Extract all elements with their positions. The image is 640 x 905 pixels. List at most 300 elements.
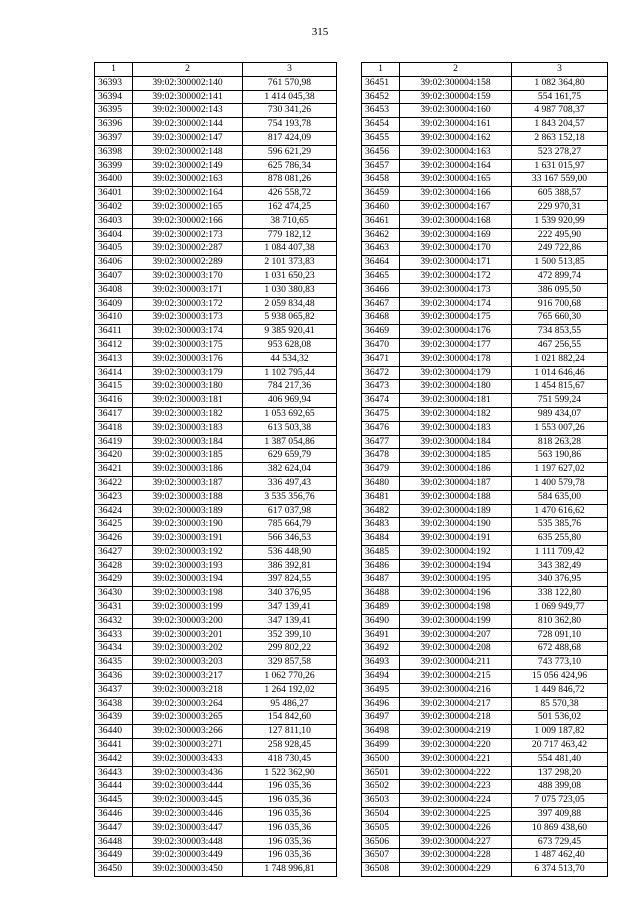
value-cell: 765 660,30 [512, 311, 608, 325]
cadastral-number-cell: 39:02:300004:195 [400, 573, 512, 587]
row-number-cell: 36478 [362, 449, 400, 463]
table-row [362, 614, 608, 628]
table-row [362, 725, 608, 739]
row-number-cell: 36486 [362, 559, 400, 573]
cadastral-number-cell: 39:02:300004:211 [400, 656, 512, 670]
value-cell: 635 255,80 [512, 532, 608, 546]
value-cell: 382 624,04 [243, 463, 337, 477]
table-row [362, 518, 608, 532]
value-cell: 196 035,36 [243, 794, 337, 808]
value-cell: 85 570,38 [512, 697, 608, 711]
value-cell: 15 056 424,96 [512, 670, 608, 684]
value-cell: 352 399,10 [243, 628, 337, 642]
row-number-cell: 36498 [362, 725, 400, 739]
cadastral-number-cell: 39:02:300003:170 [133, 269, 243, 283]
row-number-cell: 36416 [95, 394, 133, 408]
value-cell: 1 009 187,82 [512, 725, 608, 739]
value-cell: 467 256,55 [512, 338, 608, 352]
table-row [95, 118, 337, 132]
table-row [362, 104, 608, 118]
value-cell: 728 091,10 [512, 628, 608, 642]
cadastral-number-cell: 39:02:300004:167 [400, 200, 512, 214]
cadastral-number-cell: 39:02:300003:185 [133, 449, 243, 463]
row-number-cell: 36404 [95, 228, 133, 242]
cadastral-number-cell: 39:02:300004:166 [400, 187, 512, 201]
value-cell: 1 454 815,67 [512, 380, 608, 394]
value-cell: 2 863 152,18 [512, 131, 608, 145]
cadastral-number-cell: 39:02:300003:180 [133, 380, 243, 394]
table-row [95, 532, 337, 546]
table-header-row [362, 63, 608, 77]
table-row [95, 187, 337, 201]
cadastral-number-cell: 39:02:300004:189 [400, 504, 512, 518]
cadastral-number-cell: 39:02:300003:201 [133, 628, 243, 642]
value-cell: 818 263,28 [512, 435, 608, 449]
table-row [362, 463, 608, 477]
cadastral-number-cell: 39:02:300002:164 [133, 187, 243, 201]
table-header-row [95, 63, 337, 77]
value-cell: 625 786,34 [243, 159, 337, 173]
cadastral-number-cell: 39:02:300003:192 [133, 545, 243, 559]
row-number-cell: 36476 [362, 421, 400, 435]
cadastral-number-cell: 39:02:300004:179 [400, 366, 512, 380]
cadastral-number-cell: 39:02:300003:202 [133, 642, 243, 656]
row-number-cell: 36427 [95, 545, 133, 559]
cadastral-number-cell: 39:02:300004:217 [400, 697, 512, 711]
cadastral-number-cell: 39:02:300002:166 [133, 214, 243, 228]
row-number-cell: 36415 [95, 380, 133, 394]
value-cell: 386 392,81 [243, 559, 337, 573]
cadastral-number-cell: 39:02:300003:187 [133, 476, 243, 490]
value-cell: 406 969,94 [243, 394, 337, 408]
row-number-cell: 36424 [95, 504, 133, 518]
row-number-cell: 36482 [362, 504, 400, 518]
row-number-cell: 36469 [362, 325, 400, 339]
value-cell: 730 341,26 [243, 104, 337, 118]
cadastral-number-cell: 39:02:300004:215 [400, 670, 512, 684]
row-number-cell: 36420 [95, 449, 133, 463]
value-cell: 1 084 407,38 [243, 242, 337, 256]
value-cell: 535 385,76 [512, 518, 608, 532]
table-row [362, 504, 608, 518]
value-cell: 20 717 463,42 [512, 739, 608, 753]
row-number-cell: 36419 [95, 435, 133, 449]
value-cell: 1 400 579,78 [512, 476, 608, 490]
value-cell: 340 376,95 [243, 587, 337, 601]
cadastral-number-cell: 39:02:300004:164 [400, 159, 512, 173]
row-number-cell: 36484 [362, 532, 400, 546]
cadastral-number-cell: 39:02:300004:168 [400, 214, 512, 228]
cadastral-number-cell: 39:02:300004:187 [400, 476, 512, 490]
table-row [362, 228, 608, 242]
cadastral-number-cell: 39:02:300003:450 [133, 863, 243, 877]
cadastral-number-cell: 39:02:300003:193 [133, 559, 243, 573]
row-number-cell: 36493 [362, 656, 400, 670]
value-cell: 785 664,79 [243, 518, 337, 532]
column-header-1: 1 [362, 63, 400, 77]
value-cell: 1 111 709,42 [512, 545, 608, 559]
value-cell: 554 161,75 [512, 90, 608, 104]
value-cell: 299 802,22 [243, 642, 337, 656]
row-number-cell: 36500 [362, 752, 400, 766]
cadastral-number-cell: 39:02:300003:449 [133, 849, 243, 863]
row-number-cell: 36465 [362, 269, 400, 283]
table-row [95, 173, 337, 187]
table-row [95, 794, 337, 808]
row-number-cell: 36463 [362, 242, 400, 256]
row-number-cell: 36472 [362, 366, 400, 380]
cadastral-number-cell: 39:02:300003:198 [133, 587, 243, 601]
value-cell: 1 449 846,72 [512, 683, 608, 697]
table-row [95, 670, 337, 684]
row-number-cell: 36437 [95, 683, 133, 697]
table-row [95, 642, 337, 656]
row-number-cell: 36450 [95, 863, 133, 877]
table-row [95, 711, 337, 725]
row-number-cell: 36489 [362, 601, 400, 615]
value-cell: 2 059 834,48 [243, 297, 337, 311]
cadastral-number-cell: 39:02:300004:160 [400, 104, 512, 118]
value-cell: 563 190,86 [512, 449, 608, 463]
table-row [362, 90, 608, 104]
table-row [95, 490, 337, 504]
row-number-cell: 36402 [95, 200, 133, 214]
value-cell: 196 035,36 [243, 821, 337, 835]
value-cell: 1 539 920,99 [512, 214, 608, 228]
row-number-cell: 36503 [362, 794, 400, 808]
table-row [362, 752, 608, 766]
table-row [95, 752, 337, 766]
row-number-cell: 36462 [362, 228, 400, 242]
cadastral-number-cell: 39:02:300002:173 [133, 228, 243, 242]
value-cell: 953 628,08 [243, 338, 337, 352]
table-row [95, 463, 337, 477]
row-number-cell: 36449 [95, 849, 133, 863]
table-row [362, 173, 608, 187]
cadastral-number-cell: 39:02:300002:141 [133, 90, 243, 104]
row-number-cell: 36405 [95, 242, 133, 256]
cadastral-number-cell: 39:02:300004:227 [400, 835, 512, 849]
table-row [362, 559, 608, 573]
row-number-cell: 36464 [362, 256, 400, 270]
row-number-cell: 36399 [95, 159, 133, 173]
value-cell: 989 434,07 [512, 407, 608, 421]
row-number-cell: 36451 [362, 76, 400, 90]
cadastral-number-cell: 39:02:300003:448 [133, 835, 243, 849]
table-row [362, 435, 608, 449]
cadastral-number-cell: 39:02:300003:446 [133, 808, 243, 822]
row-number-cell: 36490 [362, 614, 400, 628]
row-number-cell: 36436 [95, 670, 133, 684]
value-cell: 6 374 513,70 [512, 863, 608, 877]
value-cell: 343 382,49 [512, 559, 608, 573]
value-cell: 566 346,53 [243, 532, 337, 546]
table-row [95, 407, 337, 421]
row-number-cell: 36468 [362, 311, 400, 325]
value-cell: 617 037,98 [243, 504, 337, 518]
cadastral-number-cell: 39:02:300004:222 [400, 766, 512, 780]
row-number-cell: 36395 [95, 104, 133, 118]
row-number-cell: 36407 [95, 269, 133, 283]
cadastral-number-cell: 39:02:300004:186 [400, 463, 512, 477]
value-cell: 196 035,36 [243, 780, 337, 794]
cadastral-number-cell: 39:02:300003:181 [133, 394, 243, 408]
row-number-cell: 36441 [95, 739, 133, 753]
value-cell: 1 082 364,80 [512, 76, 608, 90]
table-row [362, 821, 608, 835]
value-cell: 222 495,90 [512, 228, 608, 242]
page-number: 315 [311, 26, 329, 38]
table-row [95, 725, 337, 739]
value-cell: 196 035,36 [243, 849, 337, 863]
row-number-cell: 36481 [362, 490, 400, 504]
cadastral-number-cell: 39:02:300004:192 [400, 545, 512, 559]
row-number-cell: 36439 [95, 711, 133, 725]
cadastral-number-cell: 39:02:300002:163 [133, 173, 243, 187]
table-row [95, 766, 337, 780]
row-number-cell: 36456 [362, 145, 400, 159]
value-cell: 1 197 627,02 [512, 463, 608, 477]
value-cell: 9 385 920,41 [243, 325, 337, 339]
cadastral-number-cell: 39:02:300004:180 [400, 380, 512, 394]
row-number-cell: 36421 [95, 463, 133, 477]
cadastral-number-cell: 39:02:300004:190 [400, 518, 512, 532]
cadastral-number-cell: 39:02:300004:216 [400, 683, 512, 697]
value-cell: 1 264 192,02 [243, 683, 337, 697]
value-cell: 397 409,88 [512, 808, 608, 822]
table-row [95, 338, 337, 352]
value-cell: 1 053 692,65 [243, 407, 337, 421]
table-row [362, 835, 608, 849]
cadastral-number-cell: 39:02:300003:188 [133, 490, 243, 504]
table-row [95, 283, 337, 297]
table-row [362, 808, 608, 822]
value-cell: 810 362,80 [512, 614, 608, 628]
row-number-cell: 36444 [95, 780, 133, 794]
table-row [95, 614, 337, 628]
value-cell: 673 729,45 [512, 835, 608, 849]
table-row [95, 145, 337, 159]
cadastral-number-cell: 39:02:300004:181 [400, 394, 512, 408]
value-cell: 878 081,26 [243, 173, 337, 187]
row-number-cell: 36487 [362, 573, 400, 587]
table-row [95, 849, 337, 863]
table-row [95, 476, 337, 490]
cadastral-number-cell: 39:02:300003:433 [133, 752, 243, 766]
row-number-cell: 36479 [362, 463, 400, 477]
row-number-cell: 36442 [95, 752, 133, 766]
table-row [95, 90, 337, 104]
cadastral-number-cell: 39:02:300003:199 [133, 601, 243, 615]
right-data-table [361, 62, 608, 877]
column-header-3: 3 [243, 63, 337, 77]
table-row [95, 380, 337, 394]
table-row [95, 808, 337, 822]
row-number-cell: 36475 [362, 407, 400, 421]
table-row [362, 145, 608, 159]
cadastral-number-cell: 39:02:300003:191 [133, 532, 243, 546]
table-row [362, 683, 608, 697]
row-number-cell: 36394 [95, 90, 133, 104]
cadastral-number-cell: 39:02:300004:191 [400, 532, 512, 546]
row-number-cell: 36400 [95, 173, 133, 187]
table-row [95, 394, 337, 408]
cadastral-number-cell: 39:02:300003:179 [133, 366, 243, 380]
table-row [95, 421, 337, 435]
cadastral-number-cell: 39:02:300004:161 [400, 118, 512, 132]
table-row [95, 821, 337, 835]
value-cell: 1 387 054,86 [243, 435, 337, 449]
value-cell: 1 843 204,57 [512, 118, 608, 132]
value-cell: 329 857,58 [243, 656, 337, 670]
row-number-cell: 36470 [362, 338, 400, 352]
row-number-cell: 36435 [95, 656, 133, 670]
row-number-cell: 36506 [362, 835, 400, 849]
row-number-cell: 36409 [95, 297, 133, 311]
cadastral-number-cell: 39:02:300004:208 [400, 642, 512, 656]
cadastral-number-cell: 39:02:300003:203 [133, 656, 243, 670]
cadastral-number-cell: 39:02:300003:175 [133, 338, 243, 352]
row-number-cell: 36461 [362, 214, 400, 228]
row-number-cell: 36491 [362, 628, 400, 642]
cadastral-number-cell: 39:02:300003:217 [133, 670, 243, 684]
row-number-cell: 36453 [362, 104, 400, 118]
value-cell: 1 414 045,38 [243, 90, 337, 104]
row-number-cell: 36412 [95, 338, 133, 352]
table-row [362, 656, 608, 670]
value-cell: 5 938 065,82 [243, 311, 337, 325]
row-number-cell: 36497 [362, 711, 400, 725]
row-number-cell: 36483 [362, 518, 400, 532]
value-cell: 523 278,27 [512, 145, 608, 159]
value-cell: 162 474,25 [243, 200, 337, 214]
table-row [95, 76, 337, 90]
row-number-cell: 36457 [362, 159, 400, 173]
cadastral-number-cell: 39:02:300003:447 [133, 821, 243, 835]
table-row [95, 697, 337, 711]
table-row [362, 118, 608, 132]
cadastral-number-cell: 39:02:300003:271 [133, 739, 243, 753]
table-row [362, 76, 608, 90]
cadastral-number-cell: 39:02:300004:170 [400, 242, 512, 256]
value-cell: 596 621,29 [243, 145, 337, 159]
cadastral-number-cell: 39:02:300004:221 [400, 752, 512, 766]
table-row [95, 683, 337, 697]
table-row [95, 780, 337, 794]
value-cell: 1 748 996,81 [243, 863, 337, 877]
cadastral-number-cell: 39:02:300003:176 [133, 352, 243, 366]
table-row [362, 711, 608, 725]
table-row [362, 297, 608, 311]
value-cell: 2 101 373,83 [243, 256, 337, 270]
cadastral-number-cell: 39:02:300004:178 [400, 352, 512, 366]
value-cell: 397 824,55 [243, 573, 337, 587]
table-row [362, 794, 608, 808]
cadastral-number-cell: 39:02:300004:183 [400, 421, 512, 435]
row-number-cell: 36429 [95, 573, 133, 587]
row-number-cell: 36454 [362, 118, 400, 132]
row-number-cell: 36502 [362, 780, 400, 794]
row-number-cell: 36455 [362, 131, 400, 145]
row-number-cell: 36438 [95, 697, 133, 711]
row-number-cell: 36504 [362, 808, 400, 822]
table-row [95, 518, 337, 532]
cadastral-number-cell: 39:02:300004:188 [400, 490, 512, 504]
value-cell: 426 558,72 [243, 187, 337, 201]
cadastral-number-cell: 39:02:300003:172 [133, 297, 243, 311]
cadastral-number-cell: 39:02:300003:186 [133, 463, 243, 477]
table-row [362, 532, 608, 546]
cadastral-number-cell: 39:02:300004:207 [400, 628, 512, 642]
value-cell: 340 376,95 [512, 573, 608, 587]
value-cell: 196 035,36 [243, 808, 337, 822]
table-row [95, 269, 337, 283]
cadastral-number-cell: 39:02:300003:184 [133, 435, 243, 449]
row-number-cell: 36431 [95, 601, 133, 615]
column-header-1: 1 [95, 63, 133, 77]
table-row [362, 187, 608, 201]
cadastral-number-cell: 39:02:300003:171 [133, 283, 243, 297]
table-row [362, 863, 608, 877]
value-cell: 10 869 438,60 [512, 821, 608, 835]
value-cell: 44 534,32 [243, 352, 337, 366]
row-number-cell: 36418 [95, 421, 133, 435]
table-row [362, 311, 608, 325]
row-number-cell: 36430 [95, 587, 133, 601]
row-number-cell: 36496 [362, 697, 400, 711]
table-row [95, 159, 337, 173]
cadastral-number-cell: 39:02:300003:445 [133, 794, 243, 808]
row-number-cell: 36411 [95, 325, 133, 339]
table-row [95, 863, 337, 877]
row-number-cell: 36458 [362, 173, 400, 187]
row-number-cell: 36495 [362, 683, 400, 697]
table-row [362, 269, 608, 283]
table-row [362, 366, 608, 380]
row-number-cell: 36428 [95, 559, 133, 573]
value-cell: 629 659,79 [243, 449, 337, 463]
row-number-cell: 36473 [362, 380, 400, 394]
table-row [362, 739, 608, 753]
table-row [95, 504, 337, 518]
value-cell: 501 536,02 [512, 711, 608, 725]
row-number-cell: 36494 [362, 670, 400, 684]
value-cell: 554 481,40 [512, 752, 608, 766]
value-cell: 38 710,65 [243, 214, 337, 228]
row-number-cell: 36393 [95, 76, 133, 90]
table-row [362, 545, 608, 559]
value-cell: 336 497,43 [243, 476, 337, 490]
table-row [95, 256, 337, 270]
cadastral-number-cell: 39:02:300003:444 [133, 780, 243, 794]
row-number-cell: 36452 [362, 90, 400, 104]
cadastral-number-cell: 39:02:300003:183 [133, 421, 243, 435]
row-number-cell: 36466 [362, 283, 400, 297]
row-number-cell: 36410 [95, 311, 133, 325]
table-row [362, 407, 608, 421]
row-number-cell: 36396 [95, 118, 133, 132]
cadastral-number-cell: 39:02:300004:182 [400, 407, 512, 421]
value-cell: 137 298,20 [512, 766, 608, 780]
table-row [362, 338, 608, 352]
value-cell: 605 388,57 [512, 187, 608, 201]
table-row [362, 642, 608, 656]
table-row [95, 559, 337, 573]
cadastral-number-cell: 39:02:300002:140 [133, 76, 243, 90]
row-number-cell: 36401 [95, 187, 133, 201]
value-cell: 1 487 462,40 [512, 849, 608, 863]
row-number-cell: 36467 [362, 297, 400, 311]
